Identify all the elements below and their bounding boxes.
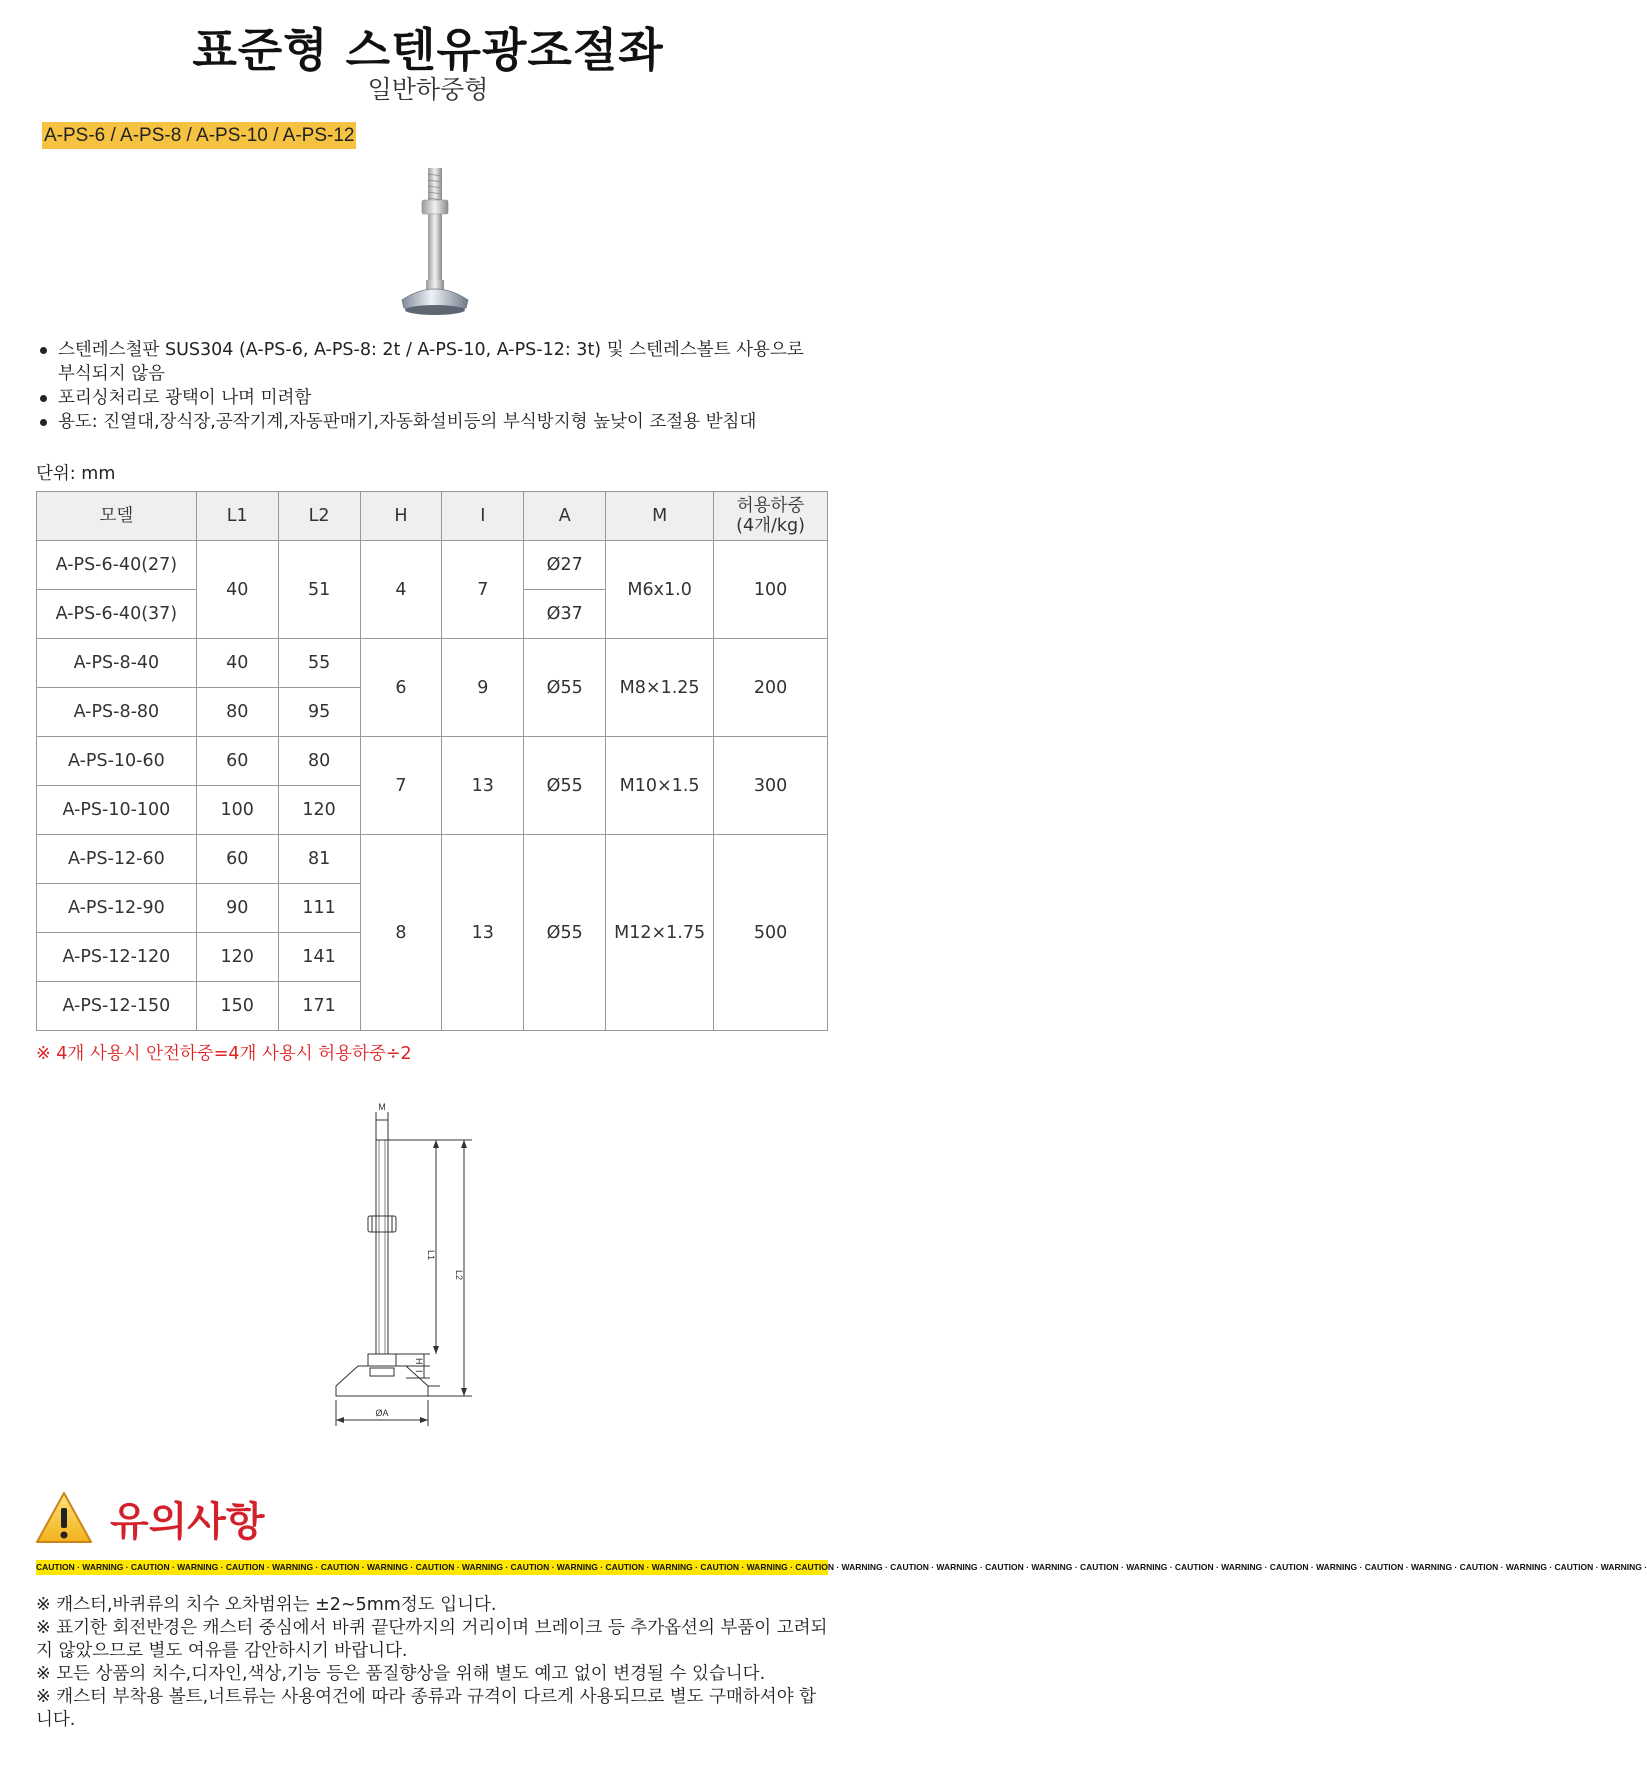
table-row — [37, 835, 828, 884]
header-m: M — [606, 492, 714, 541]
feature-item: 포리싱처리로 광택이 나며 미려함 — [36, 386, 826, 410]
model-list-tag: A-PS-6 / A-PS-8 / A-PS-10 / A-PS-12 — [42, 122, 356, 149]
cell-m: M12×1.75 — [606, 835, 714, 1031]
drawing-label-i: I — [414, 1370, 424, 1373]
table-row — [37, 639, 828, 688]
cell-l1: 150 — [196, 982, 278, 1031]
caution-note: ※ 캐스터 부착용 볼트,너트류는 사용여건에 따라 종류과 규격이 다르게 사용되므로 별도 구매하셔야 합니다. — [36, 1687, 817, 1730]
drawing-label-l1: L1 — [426, 1250, 436, 1261]
cell-model: A-PS-8-80 — [37, 688, 197, 737]
feature-item: 용도: 진열대,장식장,공작기계,자동판매기,자동화설비등의 부식방지형 높낮이 조절용 받침대 — [36, 410, 826, 434]
cell-model: A-PS-12-60 — [37, 835, 197, 884]
cell-i: 7 — [442, 541, 524, 639]
header-load: 허용하중 (4개/kg) — [714, 492, 828, 541]
page-title: 표준형 스텐유광조절좌 — [192, 23, 664, 77]
table-header-row — [37, 492, 828, 541]
caution-note: ※ 표기한 회전반경은 캐스터 중심에서 바퀴 끝단까지의 거리이며 브레이크 등 추가옵션의 부품이 고려되지 않았으므로 별도 여유를 감안하시기 바랍니다. — [36, 1618, 828, 1661]
cell-m: M6x1.0 — [606, 541, 714, 639]
cell-l1: 90 — [196, 884, 278, 933]
table-row — [37, 737, 828, 786]
cell-h: 4 — [360, 541, 442, 639]
cell-l2: 141 — [278, 933, 360, 982]
cell-i: 13 — [442, 835, 524, 1031]
cell-model: A-PS-12-90 — [37, 884, 197, 933]
cell-l2: 120 — [278, 786, 360, 835]
warning-triangle-icon — [34, 1490, 94, 1546]
product-photo — [380, 160, 490, 320]
header-h: H — [360, 492, 442, 541]
cell-l1: 40 — [196, 541, 278, 639]
cell-h: 6 — [360, 639, 442, 737]
caution-warning-strip: CAUTION · WARNING · CAUTION · WARNING · CAUTION · WARNING · CAUTION · WARNING · CAUTION · WARNING · CAUTION · WARNING · CAUTION · WARNING · CAUTION · WARNING · CAUTION · WARNING · CAUTION · WARNING · CAUTION · WARNING · CAUTION · WARNING · CAUTION · WARNING · CAUTION · WARNING · CAUTION · WARNING · CAUTION · WARNING · CAUTION · WARNING · — [36, 1560, 828, 1575]
caution-note: ※ 캐스터,바퀴류의 치수 오차범위는 ±2~5mm정도 입니다. — [36, 1595, 497, 1615]
cell-l2: 55 — [278, 639, 360, 688]
cell-m: M8×1.25 — [606, 639, 714, 737]
cell-a: Ø55 — [524, 737, 606, 835]
cell-a: Ø55 — [524, 639, 606, 737]
cell-l1: 120 — [196, 933, 278, 982]
cell-m: M10×1.5 — [606, 737, 714, 835]
cell-l2: 171 — [278, 982, 360, 1031]
cell-l2: 95 — [278, 688, 360, 737]
cell-h: 8 — [360, 835, 442, 1031]
header-l2: L2 — [278, 492, 360, 541]
cell-a: Ø55 — [524, 835, 606, 1031]
cell-i: 9 — [442, 639, 524, 737]
header-l1: L1 — [196, 492, 278, 541]
cell-l2: 51 — [278, 541, 360, 639]
spec-table — [36, 491, 828, 1031]
cell-model: A-PS-10-60 — [37, 737, 197, 786]
table-row — [37, 541, 828, 590]
cell-a: Ø27 — [524, 541, 606, 590]
cell-h: 7 — [360, 737, 442, 835]
feature-list — [36, 338, 826, 434]
cell-model: A-PS-12-120 — [37, 933, 197, 982]
cell-load: 200 — [714, 639, 828, 737]
drawing-label-m: M — [378, 1102, 386, 1112]
caution-notes — [36, 1594, 828, 1732]
drawing-label-l2: L2 — [454, 1270, 464, 1281]
cell-load: 300 — [714, 737, 828, 835]
cell-l1: 60 — [196, 835, 278, 884]
cell-l2: 80 — [278, 737, 360, 786]
cell-model: A-PS-12-150 — [37, 982, 197, 1031]
header-model: 모델 — [37, 492, 197, 541]
cell-i: 13 — [442, 737, 524, 835]
cell-l2: 111 — [278, 884, 360, 933]
cell-model: A-PS-8-40 — [37, 639, 197, 688]
cell-model: A-PS-6-40(27) — [37, 541, 197, 590]
drawing-label-h: H — [414, 1358, 424, 1365]
header-i: I — [442, 492, 524, 541]
cell-load: 500 — [714, 835, 828, 1031]
cell-l1: 40 — [196, 639, 278, 688]
cell-a: Ø37 — [524, 590, 606, 639]
cell-l1: 80 — [196, 688, 278, 737]
caution-title: 유의사항 — [110, 1499, 265, 1545]
dimension-drawing — [300, 1100, 540, 1460]
unit-label: 단위: mm — [36, 464, 116, 484]
header-a: A — [524, 492, 606, 541]
caution-note: ※ 모든 상품의 치수,디자인,색상,기능 등은 품질향상을 위해 별도 예고 없이 변경될 수 있습니다. — [36, 1664, 766, 1684]
drawing-label-a: ØA — [375, 1408, 389, 1418]
safety-load-note: ※ 4개 사용시 안전하중=4개 사용시 허용하중÷2 — [36, 1044, 412, 1064]
cell-model: A-PS-10-100 — [37, 786, 197, 835]
cell-l2: 81 — [278, 835, 360, 884]
cell-l1: 100 — [196, 786, 278, 835]
cell-load: 100 — [714, 541, 828, 639]
cell-l1: 60 — [196, 737, 278, 786]
cell-model: A-PS-6-40(37) — [37, 590, 197, 639]
feature-item: 스텐레스철판 SUS304 (A-PS-6, A-PS-8: 2t / A-PS-10, A-PS-12: 3t) 및 스텐레스볼트 사용으로 부식되지 않음 — [36, 338, 826, 386]
page-subtitle: 일반하중형 — [367, 75, 489, 104]
